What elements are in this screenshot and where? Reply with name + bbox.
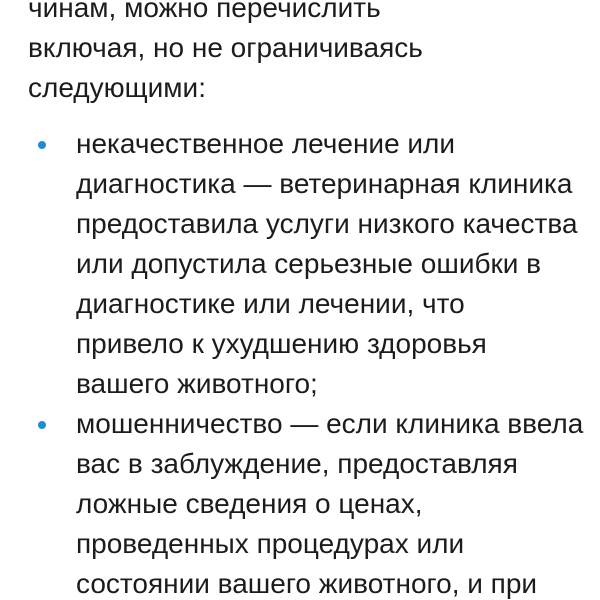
list-item-line: состоянии вашего животного, и при — [76, 568, 538, 599]
list-item-line: диагностике или лечении, что — [76, 288, 465, 319]
list-item-line: проведенных процедурах или — [76, 528, 465, 559]
list-item-line: ложные сведения о ценах, — [76, 488, 423, 519]
list-item-line: мошенничество — если клиника ввела — [76, 408, 584, 439]
list-item-line: некачественное лечение или — [76, 128, 456, 159]
intro-line: включая, но не ограничиваясь — [28, 32, 423, 63]
list-item-line: или допустила серьезные ошибки в — [76, 248, 542, 279]
list-item-line: предоставила услуги низкого качества — [76, 208, 578, 239]
intro-paragraph — [28, 0, 588, 108]
intro-line: следующими: — [28, 72, 206, 103]
list-item-line: вас в заблуждение, предоставляя — [76, 448, 518, 479]
reasons-list — [0, 124, 600, 600]
list-item — [0, 124, 600, 404]
list-item-line: привело к ухудшению здоровья — [76, 328, 487, 359]
bullet-dot-icon — [38, 141, 46, 149]
intro-line: чинам, можно перечислить — [28, 0, 381, 23]
list-item — [0, 404, 600, 600]
list-item-line: диагностика — ветеринарная клиника — [76, 168, 573, 199]
list-item-line: вашего животного; — [76, 368, 318, 399]
bullet-dot-icon — [38, 421, 46, 429]
